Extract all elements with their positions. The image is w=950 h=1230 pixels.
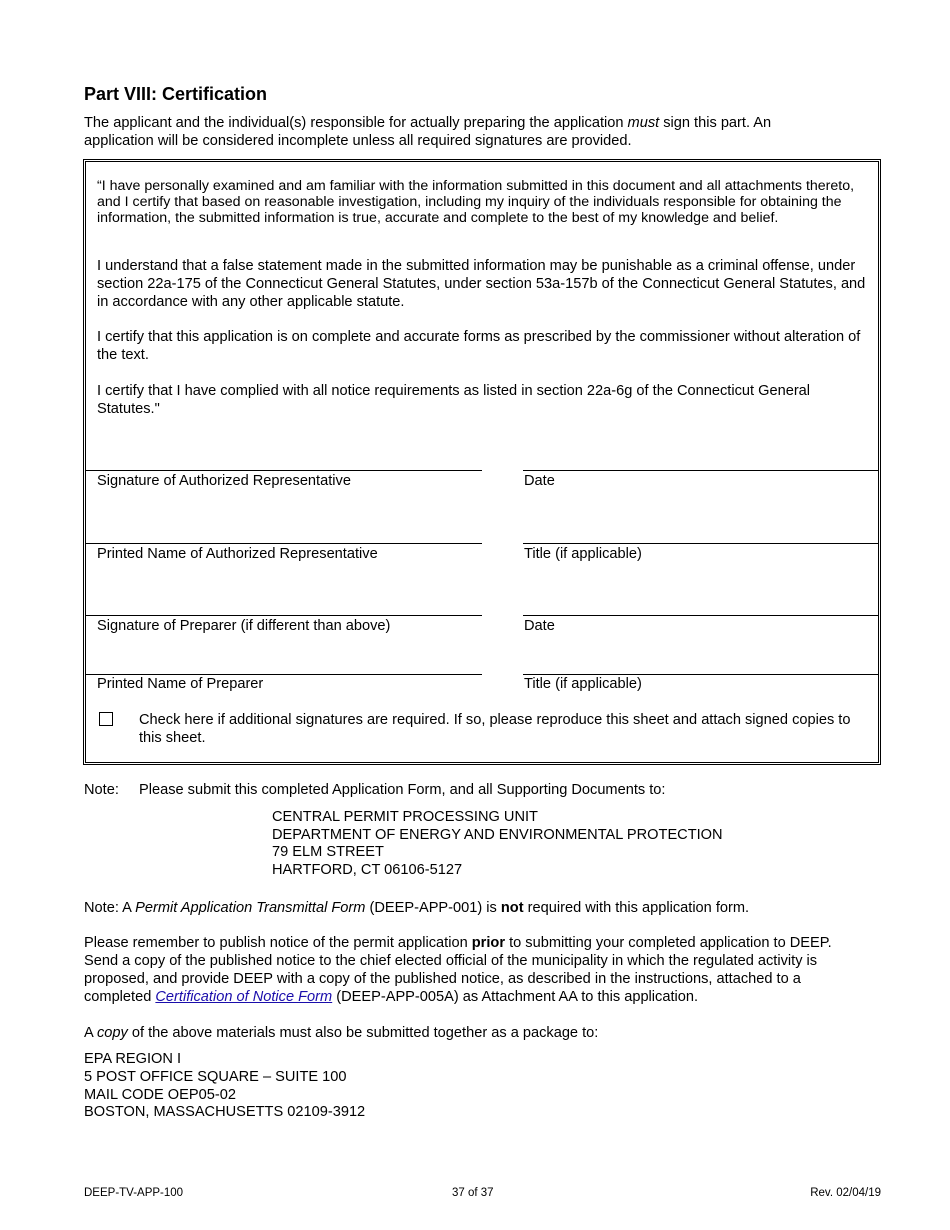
address-line: MAIL CODE OEP05-02 (84, 1086, 236, 1103)
preparer-name-line[interactable] (86, 674, 482, 675)
address-line: DEPARTMENT OF ENERGY AND ENVIRONMENTAL PROTECTION (272, 826, 723, 843)
checkbox-label: Check here if additional signatures are required. If so, please reproduce this sheet and attach signed copies to this sheet. (139, 712, 851, 746)
date-label: Date (524, 473, 555, 489)
certification-of-notice-link[interactable]: Certification of Notice Form (155, 989, 333, 1005)
address-line: BOSTON, MASSACHUSETTS 02109-3912 (84, 1104, 366, 1121)
intro-emphasis: must (627, 115, 660, 131)
footer-revision: Rev. 02/04/19 (810, 1187, 881, 1199)
printed-name-preparer-label: Printed Name of Preparer (97, 676, 264, 692)
address-line: EPA REGION I (84, 1051, 182, 1067)
publish-notice-paragraph: Please remember to publish notice of the permit application prior to submitting your completed application to DEEP. Send a copy of the published notice to the chief elected official of the municipality in which the regulated activity is proposed, and provide DEEP with a copy of the published notice, as described in the instructions, attached to a completed Certification of Notice Form (DEEP-APP-005A) as Attachment AA to this application. (84, 935, 832, 1005)
form-name: Permit Application Transmittal Form (135, 900, 366, 916)
intro-paragraph (84, 114, 844, 150)
printed-name-line[interactable] (86, 543, 482, 544)
date-label: Date (524, 618, 555, 634)
copy-note: A copy of the above materials must also be submitted together as a package to: (84, 1025, 599, 1041)
additional-signatures-checkbox[interactable] (99, 712, 113, 726)
transmittal-note: Note: A Permit Application Transmittal Form (DEEP-APP-001) is not required with this application form. (84, 900, 750, 916)
signature-line[interactable] (86, 470, 482, 471)
intro-text-end: sign this part. An application will be considered incomplete unless all required signatures are provided. (84, 115, 772, 149)
preparer-title-line[interactable] (523, 674, 878, 675)
footer-form-id: DEEP-TV-APP-100 (84, 1187, 184, 1199)
address-line: CENTRAL PERMIT PROCESSING UNIT (272, 809, 538, 825)
mailing-address (272, 809, 723, 879)
certification-statement-3: I certify that this application is on complete and accurate forms as prescribed by the commissioner without alteration of the text. (97, 329, 861, 363)
address-line: 79 ELM STREET (272, 844, 384, 860)
printed-name-rep-label: Printed Name of Authorized Representative (97, 546, 378, 562)
certification-statement-2: I understand that a false statement made in the submitted information may be punishable as a criminal offense, under section 22a-175 of the Connecticut General Statutes, under section 53a-157b of the Connecticut General Statutes, and in accordance with any other applicable statute. (97, 258, 866, 310)
title-label: Title (if applicable) (524, 546, 642, 562)
certification-statement-1: “I have personally examined and am familiar with the information submitted in this document and all attachments thereto, and I certify that based on reasonable investigation, including my inquiry of the individuals responsible for obtaining the information, the submitted information is true, accurate and complete to the best of my knowledge and belief. (97, 178, 855, 226)
date-line[interactable] (523, 470, 878, 471)
address-line: HARTFORD, CT 06106-5127 (272, 861, 463, 878)
intro-text: The applicant and the individual(s) responsible for actually preparing the application (84, 115, 628, 131)
note-text: Please submit this completed Application Form, and all Supporting Documents to: (139, 782, 666, 798)
epa-address (84, 1051, 864, 1122)
signature-preparer-label: Signature of Preparer (if different than above) (97, 618, 391, 634)
title-line[interactable] (523, 543, 878, 544)
certification-statement-4: I certify that I have complied with all notice requirements as listed in section 22a-6g of the Connecticut General Statutes." (97, 383, 811, 417)
address-line: 5 POST OFFICE SQUARE – SUITE 100 (84, 1068, 347, 1085)
preparer-signature-line[interactable] (86, 615, 482, 616)
preparer-date-line[interactable] (523, 615, 878, 616)
footer-page-number: 37 of 37 (452, 1187, 494, 1199)
page-title: Part VIII: Certification (84, 84, 268, 104)
signature-rep-label: Signature of Authorized Representative (97, 473, 351, 489)
title-label: Title (if applicable) (524, 676, 642, 692)
note-label: Note: (84, 782, 119, 798)
